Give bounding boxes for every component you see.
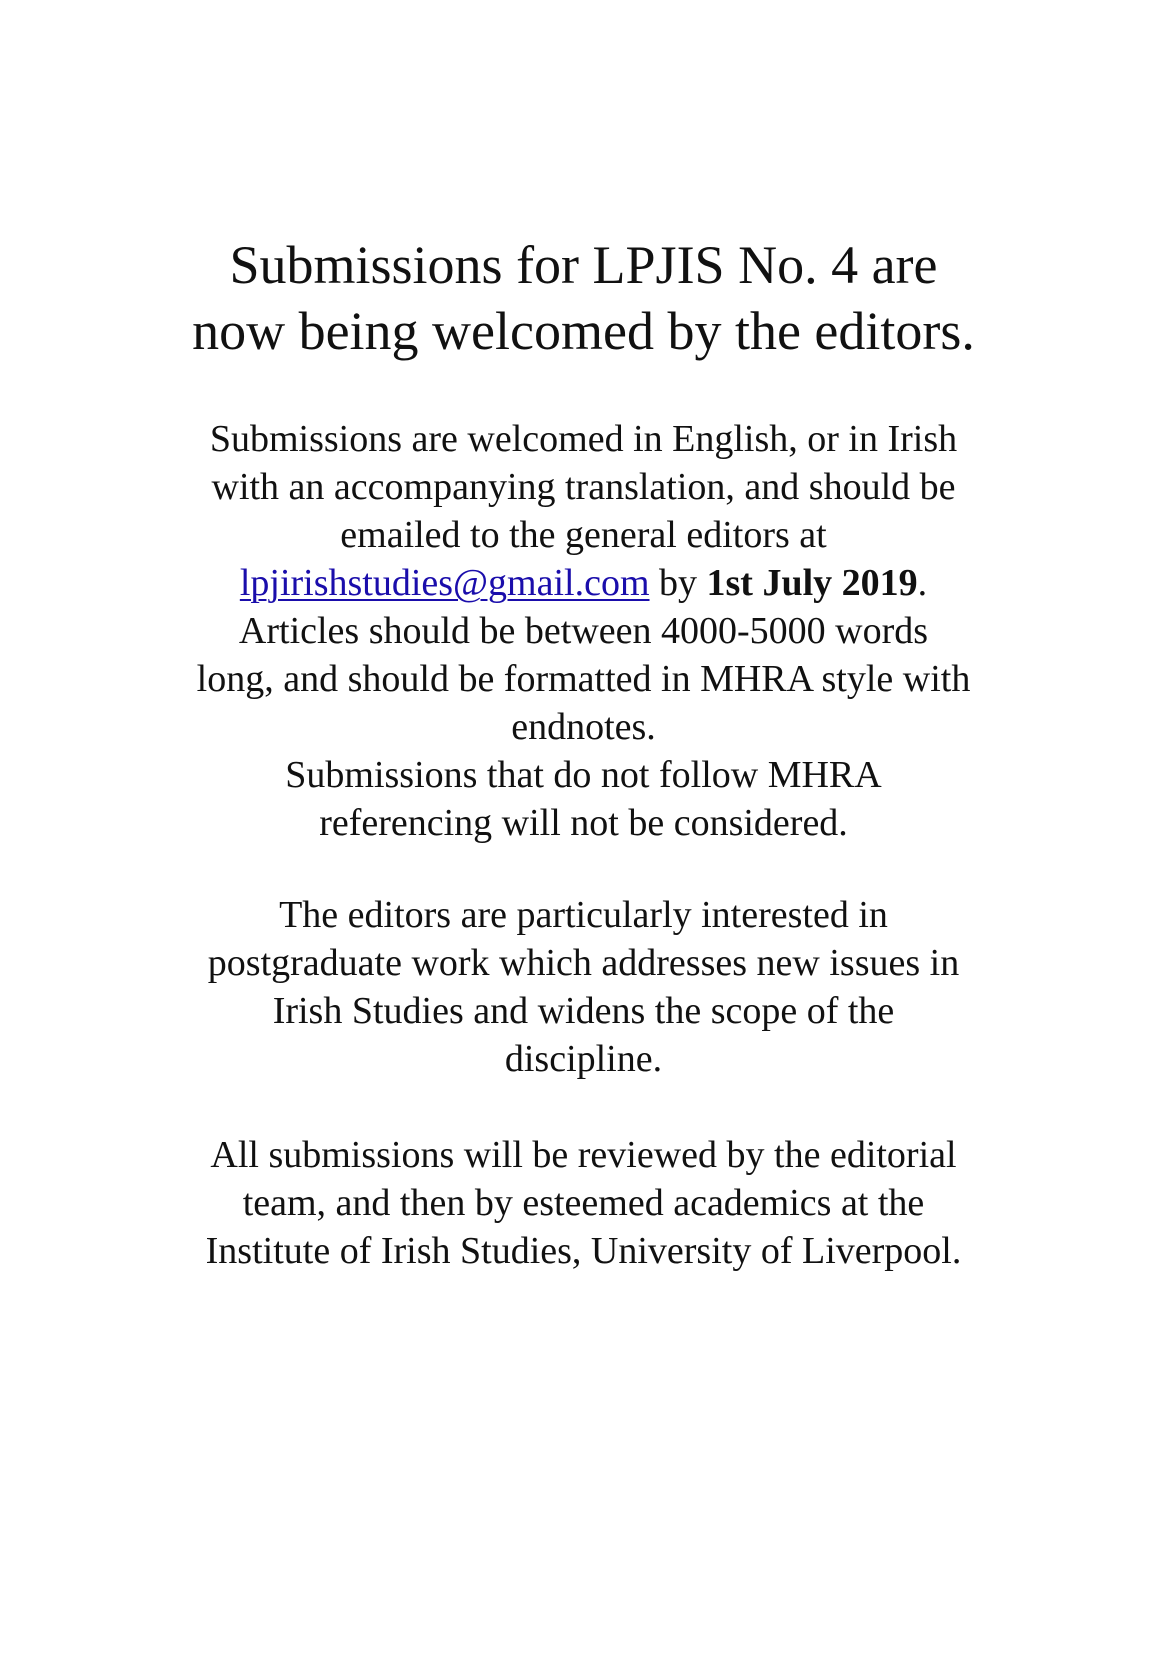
text-line: The editors are particularly interested in (279, 894, 888, 936)
text-line: endnotes. (511, 706, 656, 748)
page-title (0, 232, 1167, 364)
period: . (917, 562, 928, 604)
text-line: Institute of Irish Studies, University of Liverpool. (205, 1230, 962, 1272)
text-line: discipline. (504, 1038, 663, 1080)
text-line: with an accompanying translation, and should be (211, 466, 956, 508)
by-text: by (649, 562, 707, 604)
email-deadline-line (0, 559, 1167, 607)
text-line: long, and should be formatted in MHRA style with (196, 658, 971, 700)
text-line: emailed to the general editors at (340, 514, 827, 556)
review-process-paragraph (0, 1131, 1167, 1275)
text-line: postgraduate work which addresses new issues in (207, 942, 960, 984)
title-line-2: now being welcomed by the editors. (192, 301, 975, 361)
text-line: Submissions are welcomed in English, or in Irish (209, 418, 958, 460)
text-line: Articles should be between 4000-5000 words (238, 610, 929, 652)
submission-guidelines-paragraph (0, 415, 1167, 847)
deadline-date: 1st July 2019 (706, 562, 918, 604)
text-line: team, and then by esteemed academics at the (242, 1182, 925, 1224)
title-line-1: Submissions for LPJIS No. 4 are (229, 235, 938, 295)
email-link[interactable]: lpjirishstudies@gmail.com (239, 562, 650, 604)
text-line: referencing will not be considered. (319, 802, 848, 844)
text-line: All submissions will be reviewed by the editorial (210, 1134, 957, 1176)
text-line: Submissions that do not follow MHRA (285, 754, 882, 796)
text-line: Irish Studies and widens the scope of the (272, 990, 895, 1032)
editors-interest-paragraph (0, 891, 1167, 1083)
